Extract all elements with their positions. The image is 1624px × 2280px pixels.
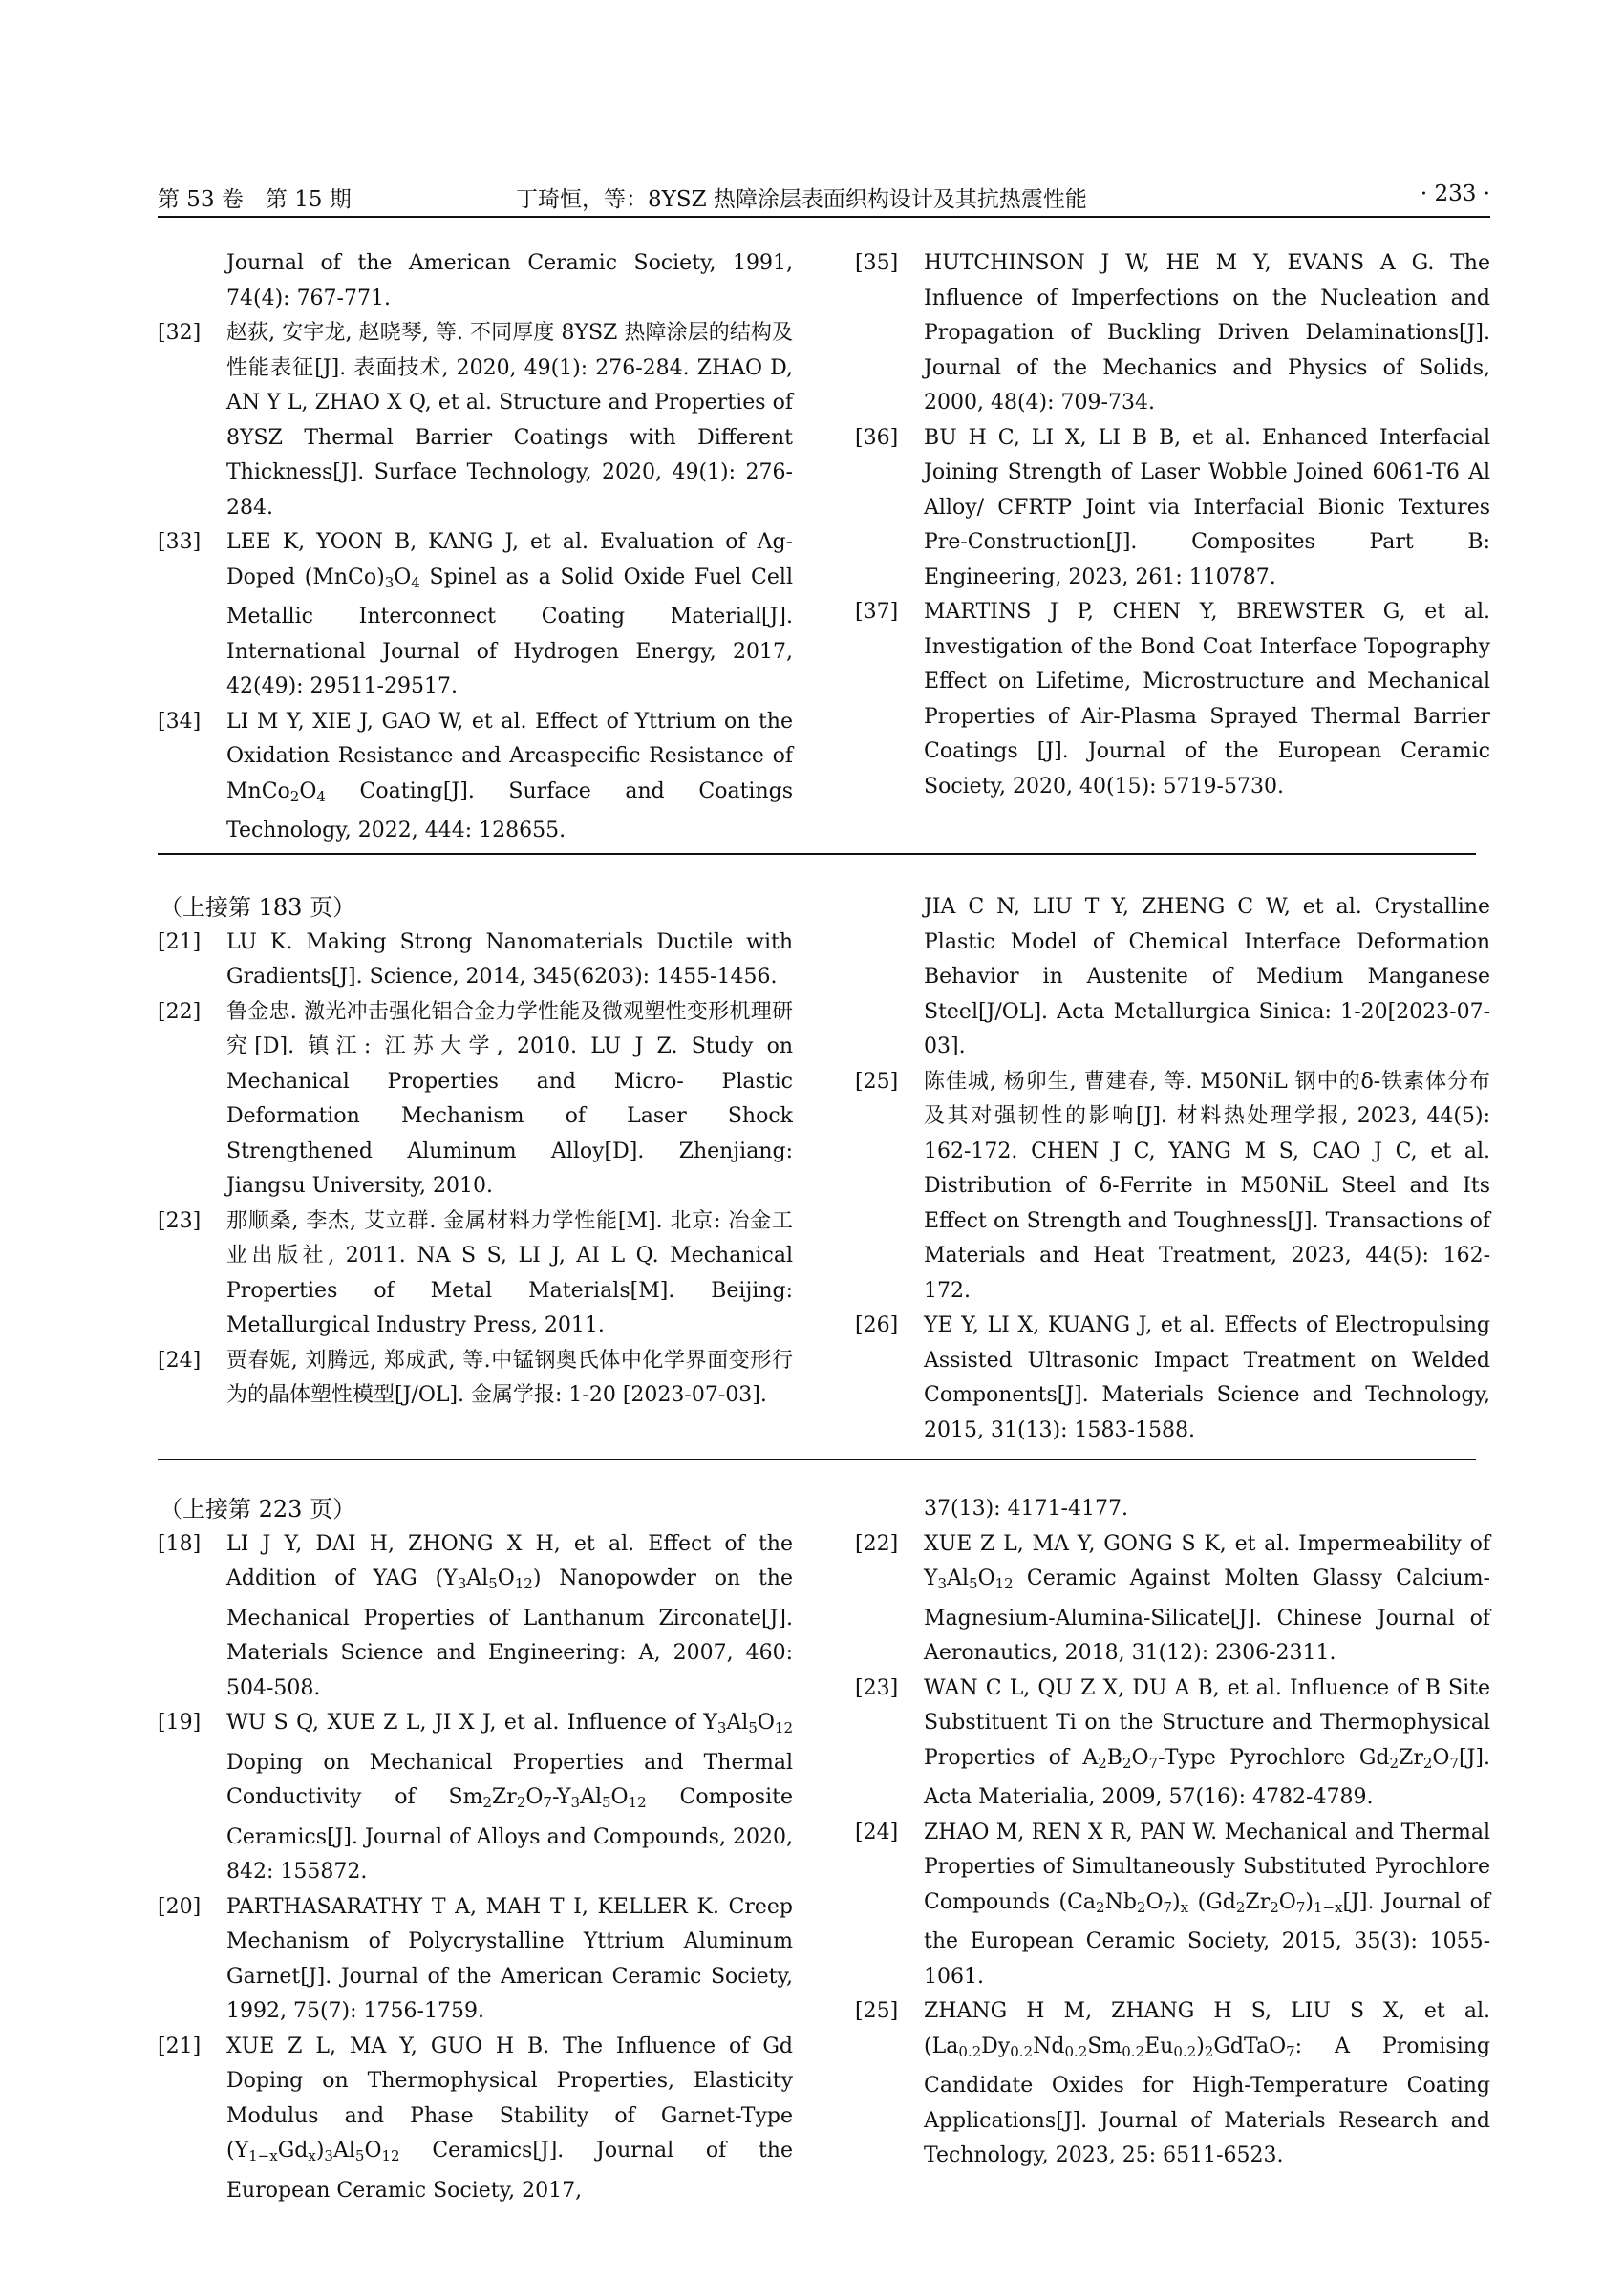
reference-number: [18] <box>158 1531 202 1556</box>
subscript: 12 <box>994 1575 1014 1592</box>
subscript: 2 <box>1270 1898 1279 1916</box>
subscript: 7 <box>1286 2042 1295 2060</box>
reference-text-run: Coating[J]. Surface and Coatings Technology, 2022, 444: 128655. <box>226 778 793 842</box>
reference-entry <box>158 995 793 1204</box>
reference-text-run: Zr <box>1399 1745 1423 1770</box>
continued-from-note: （上接第 223 页） <box>160 1496 356 1523</box>
reference-text-run: ZHANG H M, ZHANG H S, LIU S X, et al. (La <box>924 1999 1490 2058</box>
subscript: 7 <box>1163 1898 1173 1916</box>
reference-text: JIA C N, LIU T Y, ZHENG C W, et al. Crystalline Plastic Model of Chemical Interface Deformation Behavior in Austenite of Medium Manganese Steel[J/OL]. Acta Metallurgica Sinica: 1-20[2023-07-03]. <box>924 895 1490 1058</box>
reference-text-run: (Gd <box>1188 1889 1236 1914</box>
reference-text: MARTINS J P, CHEN Y, BREWSTER G, et al. Investigation of the Bond Coat Interface Topography Effect on Lifetime, Microstructure and Mechanical Properties of Air-Plasma Sprayed Thermal Barrier Coatings [J]. Journal of the European Ceramic Society, 2020, 40(15): 5719-5730. <box>924 600 1490 799</box>
subscript: 2 <box>1389 1754 1400 1772</box>
reference-text-run: Al <box>580 1785 602 1809</box>
running-title: 丁琦恒，等：8YSZ 热障涂层表面织构设计及其抗热震性能 <box>516 187 1087 212</box>
subscript: 3 <box>716 1719 727 1737</box>
reference-entry <box>855 1527 1490 1672</box>
subscript: 5 <box>748 1719 758 1737</box>
reference-text-run: ) <box>315 2139 325 2163</box>
continued-from-note: （上接第 183 页） <box>160 894 356 921</box>
reference-text-run: Ceramics[J]. Journal of the European Ceramic Society, 2017, <box>226 2139 793 2203</box>
reference-entry <box>158 705 793 849</box>
reference-number: [32] <box>158 321 202 345</box>
subscript: 3 <box>384 573 395 591</box>
reference-text-run: Zr <box>492 1785 517 1809</box>
reference-number: [24] <box>855 1820 899 1844</box>
reference-text-run: LI J Y, DAI H, ZHONG X H, et al. Effect of the Addition of YAG (Y <box>226 1531 793 1590</box>
reference-text-run: Al <box>332 2139 355 2163</box>
reference-text-run: -Type Pyrochlore Gd <box>1158 1745 1390 1770</box>
reference-text-run: O <box>1278 1889 1296 1914</box>
reference-number: [25] <box>855 1069 899 1094</box>
subscript: 0.2 <box>1010 2042 1034 2060</box>
reference-text-run: O <box>394 565 412 589</box>
section-divider <box>158 853 1476 855</box>
reference-text: 那顺桑, 李杰, 艾立群. 金属材料力学性能[M]. 北京: 冶金工业出版社, 2011. NA S S, LI J, AI L Q. Mechanical Properties of Metal Materials[M]. Beijing: Metallurgical Industry Press, 2011. <box>226 1208 793 1337</box>
reference-number: [35] <box>855 251 899 275</box>
reference-number: [23] <box>855 1675 899 1700</box>
reference-text-run: Sm <box>1087 2034 1122 2058</box>
subscript: 0.2 <box>1122 2042 1145 2060</box>
reference-text-run: -Y <box>551 1785 571 1809</box>
reference-text: PARTHASARATHY T A, MAH T I, KELLER K. Creep Mechanism of Polycrystalline Yttrium Aluminum Garnet[J]. Journal of the American Ceramic Society, 1992, 75(7): 1756-1759. <box>226 1894 793 2023</box>
reference-text-run: Al <box>466 1566 489 1590</box>
references-column-right <box>855 246 1490 804</box>
reference-text-run: WAN C L, QU Z X, DU A B, et al. Influence of B Site Substituent Ti on the Structure and Thermophysical Properties of A <box>924 1675 1490 1770</box>
reference-text-run: Zr <box>1245 1889 1271 1914</box>
reference-number: [23] <box>158 1208 202 1233</box>
reference-text <box>226 530 793 698</box>
reference-number: [22] <box>855 1531 899 1556</box>
reference-entry <box>158 1344 793 1414</box>
reference-text-run: O <box>977 1566 995 1590</box>
reference-text-run: O <box>1131 1745 1149 1770</box>
reference-number: [22] <box>158 999 202 1024</box>
reference-text-run: ) <box>1305 1889 1314 1914</box>
reference-entry <box>855 1816 1490 1995</box>
subscript: 12 <box>628 1794 647 1811</box>
reference-text-run: Al <box>726 1711 749 1735</box>
reference-entry <box>158 1204 793 1344</box>
subscript: 3 <box>937 1575 948 1592</box>
reference-entry <box>855 246 1490 421</box>
reference-text: YE Y, LI X, KUANG J, et al. Effects of Electropulsing Assisted Ultrasonic Impact Treatment on Welded Components[J]. Materials Science and Technology, 2015, 31(13): 1583-1588. <box>924 1313 1490 1442</box>
subscript: 2 <box>1422 1754 1433 1772</box>
reference-text: 37(13): 4171-4177. <box>924 1497 1128 1521</box>
reference-text-run: WU S Q, XUE Z L, JI X J, et al. Influence of Y <box>226 1711 717 1735</box>
reference-text-run: LEE K, YOON B, KANG J, et al. Evaluation of Ag-Doped (MnCo) <box>226 530 793 589</box>
reference-text-run: Doping on Mechanical Properties and Thermal Conductivity of Sm <box>226 1750 793 1809</box>
reference-entry <box>855 890 1490 1065</box>
subscript: 2 <box>516 1794 526 1811</box>
subscript: 12 <box>381 2147 400 2164</box>
subscript: 0.2 <box>1064 2042 1088 2060</box>
subscript: 3 <box>570 1794 581 1811</box>
reference-text: 赵荻, 安宇龙, 赵晓琴, 等. 不同厚度 8YSZ 热障涂层的结构及性能表征[J]. 表面技术, 2020, 49(1): 276-284. ZHAO D, AN Y L, ZHAO X Q, et al. Structure and Properties of 8YSZ Thermal Barrier Coatings with Different Thickness[J]. Surface Technology, 2020, 49(1): 276-284. <box>226 321 793 520</box>
subscript: 2 <box>1122 1754 1132 1772</box>
reference-entry <box>158 2030 793 2209</box>
subscript: 2 <box>289 787 300 805</box>
reference-text-run: O <box>497 1566 515 1590</box>
reference-text <box>924 1821 1490 1989</box>
subscript: 7 <box>1148 1754 1159 1772</box>
subscript: 3 <box>324 2147 333 2164</box>
subscript: 2 <box>482 1794 493 1811</box>
subscript: 7 <box>1449 1754 1459 1772</box>
reference-entry <box>158 926 793 995</box>
reference-number: [36] <box>855 425 899 450</box>
subscript: 5 <box>969 1575 978 1592</box>
subscript: 2 <box>1136 1898 1146 1916</box>
reference-number: [21] <box>158 2034 202 2058</box>
subscript: 2 <box>1096 1898 1105 1916</box>
reference-number: [24] <box>158 1348 202 1373</box>
reference-entry <box>855 1065 1490 1310</box>
subscript: 1−x <box>248 2147 278 2164</box>
references-column-right <box>855 890 1490 1448</box>
reference-entry <box>855 1492 1490 1527</box>
reference-text-run: O <box>525 1785 544 1809</box>
reference-text-run: ) <box>1196 2034 1205 2058</box>
reference-text: HUTCHINSON J W, HE M Y, EVANS A G. The Influence of Imperfections on the Nucleation and Propagation of Buckling Driven Delaminations[J]. Journal of the Mechanics and Physics of Solids, 2000, 48(4): 709-734. <box>924 251 1490 415</box>
reference-number: [33] <box>158 530 202 554</box>
subscript: 12 <box>514 1575 533 1592</box>
reference-text-run: Nd <box>1033 2034 1065 2058</box>
reference-number: [34] <box>158 709 202 734</box>
reference-text-run: [J]. Journal of the European Ceramic Society, 2015, 35(3): 1055-1061. <box>924 1889 1490 1989</box>
reference-text: 陈佳城, 杨卯生, 曹建春, 等. M50NiL 钢中的δ-铁素体分布及其对强韧性的影响[J]. 材料热处理学报, 2023, 44(5): 162-172. CHEN J C, YANG M S, CAO J C, et al. Distribution of δ-Ferrite in M50NiL Steel and Its Effect on Strength and Toughness[J]. Transactions of Materials and Heat Treatment, 2023, 44(5): 162-172. <box>924 1069 1490 1303</box>
reference-entry <box>158 525 793 705</box>
subscript: 0.2 <box>958 2042 982 2060</box>
reference-text <box>226 710 793 843</box>
reference-number: [37] <box>855 600 899 624</box>
running-header <box>158 178 1490 218</box>
reference-text-run: GdTaO <box>1213 2034 1287 2058</box>
reference-text-run: O <box>299 778 317 803</box>
reference-entry <box>855 1672 1490 1816</box>
reference-entry <box>158 246 793 316</box>
reference-text <box>924 1676 1490 1810</box>
reference-text: 鲁金忠. 激光冲击强化铝合金力学性能及微观塑性变形机理研究[D]. 镇江: 江苏大学, 2010. LU J Z. Study on Mechanical Properties and Micro- Plastic Deformation Mechanism of Laser Shock Strengthened Aluminum Alloy[D]. Zhenjiang: Jiangsu University, 2010. <box>226 999 793 1198</box>
reference-text: LU K. Making Strong Nanomaterials Ductile with Gradients[J]. Science, 2014, 345(6203): 1455-1456. <box>226 929 793 989</box>
subscript: x <box>1180 1898 1189 1916</box>
reference-entry <box>855 1994 1490 2174</box>
references-column-left <box>158 890 793 1414</box>
reference-text: 贾春妮, 刘腾远, 郑成武, 等.中锰钢奥氏体中化学界面变形行为的晶体塑性模型[J/OL]. 金属学报: 1-20 [2023-07-03]. <box>226 1348 793 1407</box>
reference-text-run: ) Nanopowder on the Mechanical Properties of Lanthanum Zirconate[J]. Materials Science and Engineering: A, 2007, 460: 504-508. <box>226 1566 793 1700</box>
reference-text-run: Dy <box>981 2034 1011 2058</box>
reference-number: [19] <box>158 1711 202 1735</box>
reference-text-run: O <box>610 1785 629 1809</box>
reference-text-run: [J]. Acta Materialia, 2009, 57(16): 4782-4789. <box>924 1745 1490 1809</box>
reference-text-run: O <box>1145 1889 1164 1914</box>
subscript: 1−x <box>1313 1898 1343 1916</box>
reference-text-run: O <box>757 1711 775 1735</box>
subscript: x <box>308 2147 316 2164</box>
reference-text <box>226 1532 793 1700</box>
reference-text: BU H C, LI X, LI B B, et al. Enhanced Interfacial Joining Strength of Laser Wobble Joined 6061-T6 Al Alloy/ CFRTP Joint via Interfacial Bionic Textures Pre-Construction[J]. Composites Part B: Engineering, 2023, 261: 110787. <box>924 425 1490 589</box>
reference-text-run: ZHAO M, REN X R, PAN W. Mechanical and Thermal Properties of Simultaneously Substituted Pyrochlore Compounds (Ca <box>924 1820 1490 1914</box>
subscript: 7 <box>1295 1898 1306 1916</box>
section-divider <box>158 1459 1476 1460</box>
reference-text-run: Ceramic Against Molten Glassy Calcium-Magnesium-Alumina-Silicate[J]. Chinese Journal of Aeronautics, 2018, 31(12): 2306-2311. <box>924 1566 1490 1665</box>
reference-number: [25] <box>855 1999 899 2023</box>
reference-text-run: Eu <box>1144 2034 1174 2058</box>
subscript: 3 <box>457 1575 467 1592</box>
reference-text-run: Nb <box>1104 1889 1137 1914</box>
reference-entry <box>158 1706 793 1890</box>
subscript: 5 <box>488 1575 498 1592</box>
subscript: 7 <box>543 1794 552 1811</box>
reference-text-run: O <box>364 2139 382 2163</box>
reference-entry <box>855 1309 1490 1448</box>
reference-number: [21] <box>158 929 202 954</box>
reference-entry <box>158 316 793 525</box>
reference-text <box>924 1532 1490 1666</box>
subscript: 2 <box>1235 1898 1246 1916</box>
reference-entry <box>855 595 1490 804</box>
subscript: 2 <box>1098 1754 1107 1772</box>
subscript: 4 <box>411 573 420 591</box>
reference-text-run: ) <box>1172 1889 1181 1914</box>
reference-number: [26] <box>855 1313 899 1337</box>
reference-text-run: XUE Z L, MA Y, GONG S K, et al. Impermeability of Y <box>924 1531 1490 1590</box>
reference-text-run: Composite Ceramics[J]. Journal of Alloys and Compounds, 2020, 842: 155872. <box>226 1785 793 1884</box>
references-column-right <box>855 1492 1490 2174</box>
reference-entry <box>855 421 1490 596</box>
references-column-left <box>158 246 793 849</box>
page-number: · 233 · <box>1420 181 1490 206</box>
subscript: 2 <box>1204 2042 1214 2060</box>
reference-entry <box>158 1527 793 1707</box>
reference-text-run: LI M Y, XIE J, GAO W, et al. Effect of Yttrium on the Oxidation Resistance and Areaspecific Resistance of MnCo <box>226 709 793 803</box>
reference-text-run: Spinel as a Solid Oxide Fuel Cell Metallic Interconnect Coating Material[J]. International Journal of Hydrogen Energy, 2017, 42(49): 29511-29517. <box>226 565 793 698</box>
reference-text <box>226 1711 793 1884</box>
reference-text: Journal of the American Ceramic Society, 1991, 74(4): 767-771. <box>226 251 793 310</box>
reference-number: [20] <box>158 1894 202 1919</box>
subscript: 12 <box>774 1719 793 1737</box>
reference-text-run: : A Promising Candidate Oxides for High-Temperature Coating Applications[J]. Journal of Materials Research and Technology, 2023, 25: 6511-6523. <box>924 2034 1490 2167</box>
subscript: 0.2 <box>1173 2042 1197 2060</box>
reference-text-run: XUE Z L, MA Y, GUO H B. The Influence of Gd Doping on Thermophysical Properties, Elasticity Modulus and Phase Stability of Garnet-Type (Y <box>226 2034 793 2163</box>
subscript: 5 <box>602 1794 611 1811</box>
reference-entry <box>158 1890 793 2030</box>
journal-volume-issue: 第 53 卷 第 15 期 <box>158 187 352 212</box>
reference-text-run: Al <box>947 1566 970 1590</box>
references-column-left <box>158 1492 793 2208</box>
subscript: 4 <box>316 787 326 805</box>
reference-text-run: O <box>1432 1745 1450 1770</box>
subscript: 5 <box>354 2147 365 2164</box>
reference-text <box>924 1999 1490 2167</box>
reference-text <box>226 2035 793 2203</box>
reference-text-run: B <box>1106 1745 1122 1770</box>
reference-text-run: Gd <box>277 2139 309 2163</box>
